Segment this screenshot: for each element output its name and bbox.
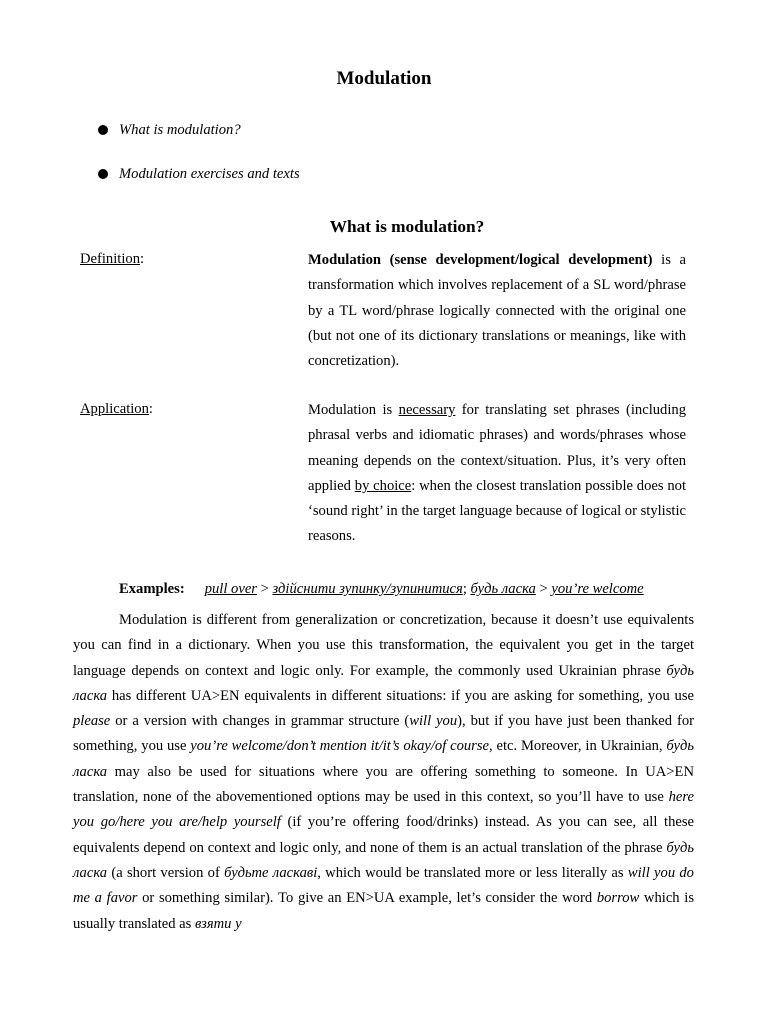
- example-separator: ;: [462, 581, 471, 597]
- italic-run: будь ласка: [73, 662, 694, 704]
- examples-label-text: Examples: [119, 581, 180, 597]
- example-source: pull over: [204, 581, 257, 597]
- text-run: , which would be translated more or less literally as: [317, 864, 628, 881]
- text-run: or a version with changes in grammar structure (: [110, 713, 410, 730]
- application-text-part: : when the closest translation possible does not ‘sound right’ in the target language because of logical or stylistic reasons.: [308, 477, 687, 545]
- definition-label-text: Definition: [80, 251, 140, 267]
- application-label: Application:: [80, 401, 153, 417]
- text-run: ), but if you have just been thanked for something, you use: [73, 713, 695, 755]
- application-text-part: Modulation is: [308, 402, 399, 418]
- definition-term: Modulation (sense development/logical development): [308, 252, 653, 268]
- example-separator: >: [535, 581, 552, 597]
- application-text-part: for translating set phrases (including phrasal verbs and idiomatic phrases) and words/phrases whose meaning depends on the context/situation. Plus, it’s very often applied: [308, 402, 686, 494]
- definition-body: is a transformation which involves replacement of a SL word/phrase by a TL word/phrase logically connected with the original one (but not one of its dictionary translations or meanings, like with concretization).: [308, 252, 686, 370]
- text-run: (a short version of: [107, 864, 225, 881]
- application-label-text: Application: [80, 401, 149, 417]
- text-run: , etc. Moreover, in Ukrainian,: [489, 738, 667, 755]
- text-run: or something similar). To give an EN>UA example, let’s consider the word: [137, 890, 597, 907]
- example-target: you’re welcome: [551, 581, 644, 597]
- toc-item-what-is-modulation[interactable]: [96, 120, 300, 164]
- italic-run: will you do me a favor: [73, 864, 694, 907]
- italic-run: here you go/here you are/help yourself: [73, 789, 694, 831]
- italic-run: будь ласка: [73, 738, 694, 780]
- text-run: has different UA>EN equivalents in different situations: if you are asking for something, you use: [107, 687, 694, 704]
- application-text: [308, 398, 686, 550]
- example-target: здійснити зупинку/зупинитися: [272, 581, 463, 597]
- italic-run: будь ласка: [73, 839, 694, 881]
- bullet-icon: [98, 125, 108, 135]
- italic-run: will you: [409, 713, 458, 730]
- body-paragraph: [73, 608, 694, 937]
- examples-label: Examples:: [119, 581, 185, 597]
- example-separator: >: [256, 581, 273, 597]
- italic-run: взяти у: [195, 915, 242, 932]
- text-run: (if you’re offering food/drinks) instead. As you can see, all these equivalents depend on context and logic only, and none of them is an actual translation of the phrase: [73, 814, 694, 856]
- application-underlined: by choice: [354, 477, 412, 494]
- definition-label: Definition:: [80, 251, 145, 267]
- application-underlined: necessary: [398, 402, 456, 418]
- toc-link[interactable]: Modulation exercises and texts: [119, 166, 300, 182]
- page-title: Modulation: [336, 68, 432, 89]
- italic-run: будьте ласкаві: [224, 864, 318, 881]
- italic-run: you’re welcome/don’t mention it/it’s okay/of course: [190, 738, 490, 755]
- bullet-icon: [98, 169, 108, 179]
- examples-line: [119, 578, 699, 600]
- toc-link[interactable]: What is modulation?: [119, 122, 241, 138]
- italic-run: borrow: [596, 890, 640, 907]
- definition-text: [308, 248, 686, 374]
- toc-item-exercises[interactable]: [96, 164, 300, 208]
- example-source: будь ласка: [470, 581, 536, 597]
- table-of-contents: [96, 120, 300, 208]
- text-run: which is usually translated as: [73, 890, 694, 932]
- text-run: Modulation is different from generalization or concretization, because it doesn’t use equivalents you can find in a dictionary. When you use this transformation, the equivalent you get in the target language depends on context and logic only. For example, the commonly used Ukrainian phrase: [73, 612, 694, 679]
- text-run: may also be used for situations where you are offering something to someone. In UA>EN translation, none of the abovementioned options may be used in this context, so you’ll have to use: [73, 763, 694, 806]
- section-heading: What is modulation?: [329, 217, 485, 236]
- italic-run: please: [73, 713, 111, 730]
